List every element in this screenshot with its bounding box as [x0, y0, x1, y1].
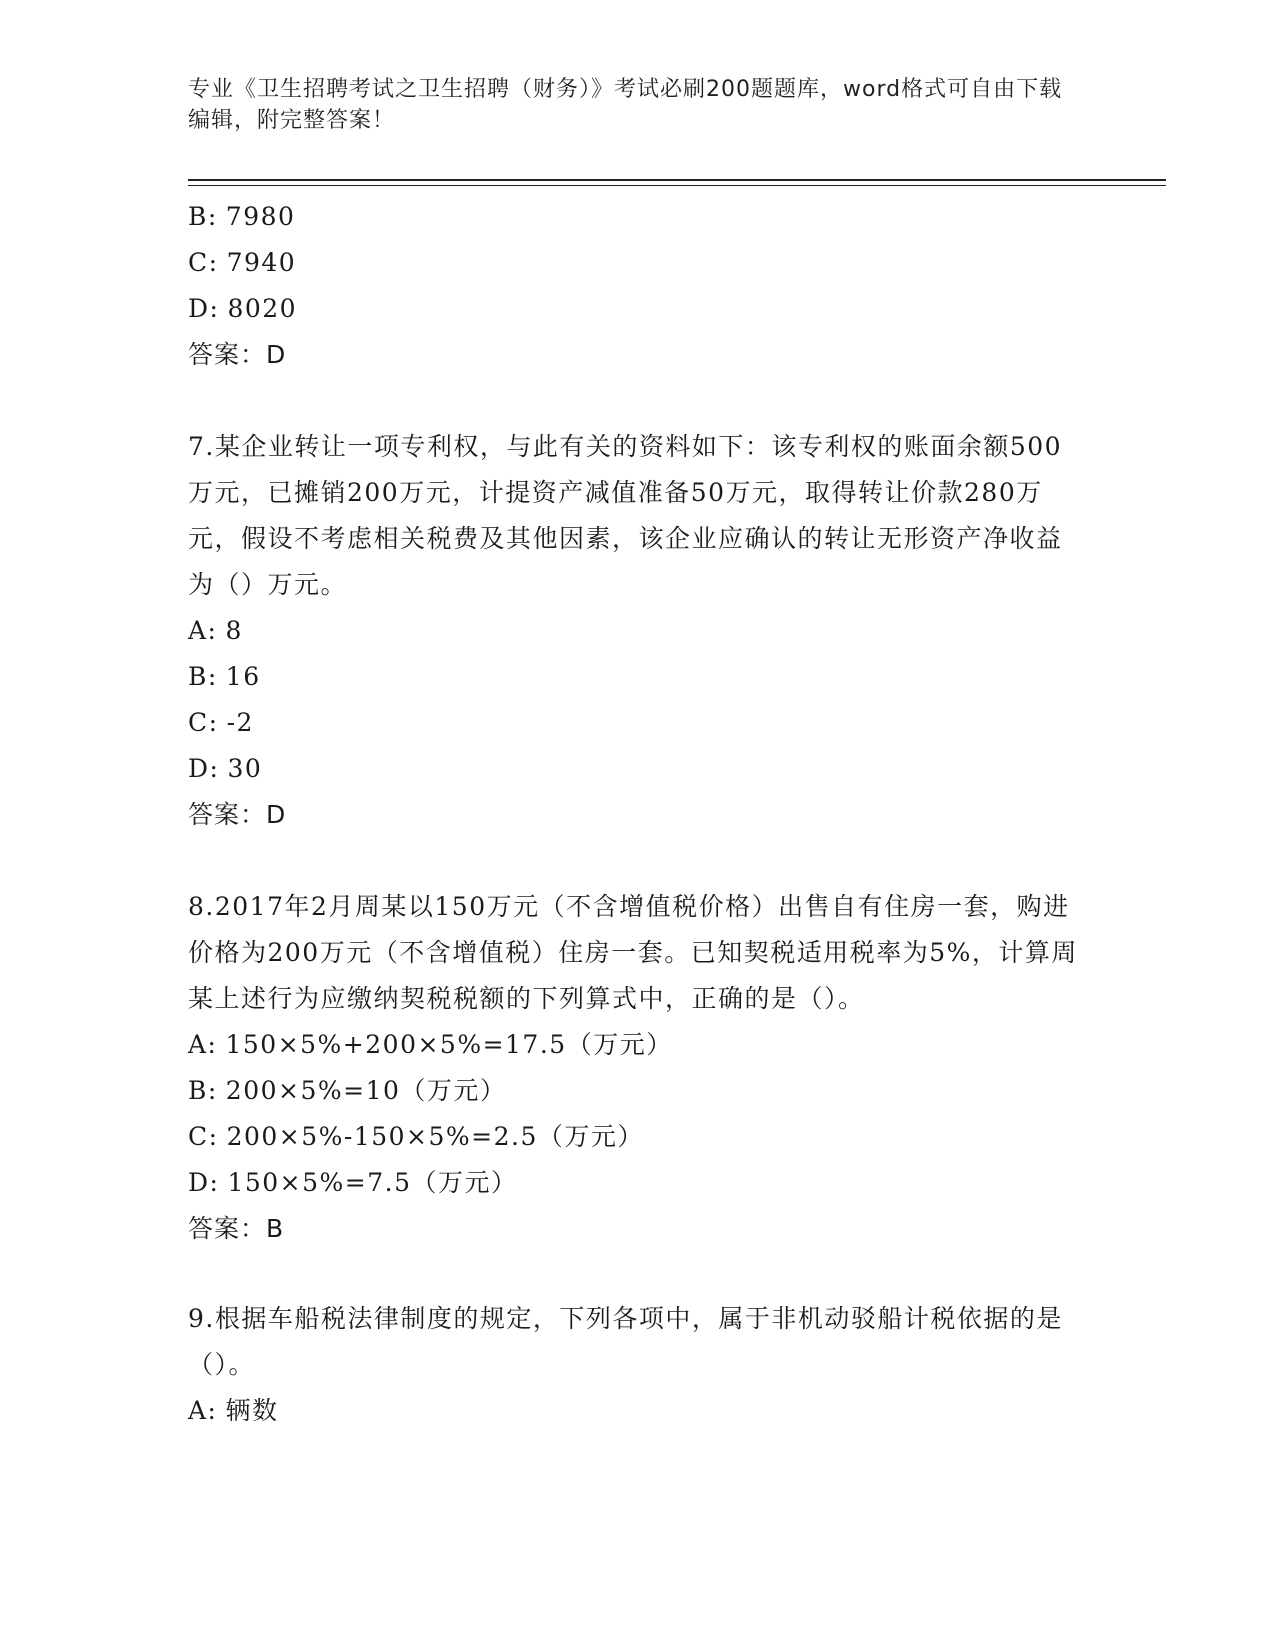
option-a: A: 辆数 — [188, 1396, 279, 1425]
question-6 — [188, 194, 1088, 378]
option-c: C: -2 — [188, 708, 254, 737]
answer: 答案：B — [188, 1214, 285, 1243]
question-stem: 7.某企业转让一项专利权，与此有关的资料如下：该专利权的账面余额500万元，已摊销200万元，计提资产减值准备50万元，取得转让价款280万元，假设不考虑相关税费及其他因素，该企业应确认的转让无形资产净收益为（）万元。 — [188, 432, 1063, 599]
question-stem: 8.2017年2月周某以150万元（不含增值税价格）出售自有住房一套，购进价格为200万元（不含增值税）住房一套。已知契税适用税率为5%，计算周某上述行为应缴纳契税税额的下列算式中，正确的是（）。 — [188, 892, 1078, 1013]
option-b: B: 200×5%=10（万元） — [188, 1076, 507, 1105]
answer: 答案：D — [188, 800, 287, 829]
question-9 — [188, 1296, 1088, 1434]
option-d: D: 8020 — [188, 294, 298, 323]
option-d: D: 30 — [188, 754, 263, 783]
question-7 — [188, 424, 1088, 838]
header-rule-thick — [188, 179, 1166, 181]
option-a: A: 8 — [188, 616, 243, 645]
option-b: B: 7980 — [188, 202, 296, 231]
option-b: B: 16 — [188, 662, 261, 691]
option-a: A: 150×5%+200×5%=17.5（万元） — [188, 1030, 673, 1059]
document-header: 专业《卫生招聘考试之卫生招聘（财务）》考试必刷200题题库，word格式可自由下载编辑，附完整答案！ — [188, 77, 1063, 133]
question-8 — [188, 884, 1088, 1252]
option-d: D: 150×5%=7.5（万元） — [188, 1168, 518, 1197]
answer: 答案：D — [188, 340, 287, 369]
document-body — [188, 194, 1088, 1434]
question-stem: 9.根据车船税法律制度的规定，下列各项中，属于非机动驳船计税依据的是（）。 — [188, 1304, 1063, 1379]
header-rule-thin — [188, 185, 1166, 186]
option-c: C: 7940 — [188, 248, 297, 277]
option-c: C: 200×5%-150×5%=2.5（万元） — [188, 1122, 644, 1151]
